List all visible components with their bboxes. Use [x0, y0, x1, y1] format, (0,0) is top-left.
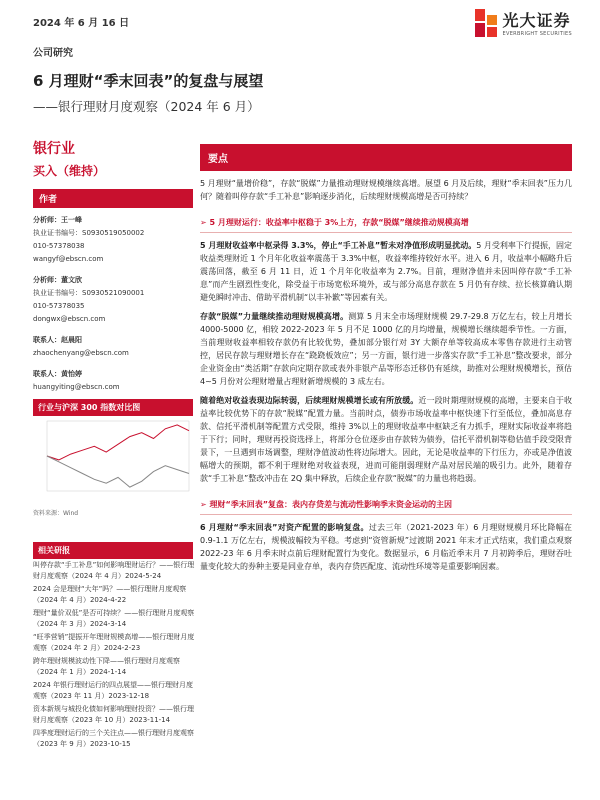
section-heading-2-text: 理财“季末回表”复盘：表内存贷差与流动性影响季末资金运动的主因 — [209, 500, 453, 509]
related-report-item[interactable]: 四季度理财运行的三个关注点——银行理财月度观察（2023 年 9 月）2023-10-15 — [33, 729, 194, 748]
paragraph-1 — [200, 239, 572, 304]
chart-title: 行业与沪深 300 指数对比图 — [33, 399, 193, 416]
related-report-item[interactable]: 理财“量价双低”是否可持续？——银行理财月度观察（2024 年 3 月）2024-3-14 — [33, 609, 195, 628]
series-line-1 — [47, 456, 189, 487]
contact2-email[interactable]: huangyiting@ebscn.com — [33, 383, 120, 391]
section-heading-2: ➢ 理财“季末回表”复盘：表内存贷差与流动性影响季末资金运动的主因 — [200, 495, 572, 515]
section-heading-1-text: 5 月理财运行：收益率中枢稳于 3%上方，存款“脱媒”继续推动规模高增 — [209, 218, 469, 227]
analyst2-name: 分析师：董文欣 — [33, 276, 82, 284]
section-heading-1: ➢ 5 月理财运行：收益率中枢稳于 3%上方，存款“脱媒”继续推动规模高增 — [200, 213, 572, 233]
intro-paragraph: 5 月理财“量增价稳”，存款“脱媒”力量推动理财规模继续高增。展望 6 月及后续，理财“季末回表”压力几何？随着叫停存款“手工补息”影响逐步消化，后续理财规模高增是否可持续？ — [200, 179, 572, 201]
report-section: 公司研究 — [33, 48, 73, 59]
main-content — [200, 144, 572, 573]
related-report-item[interactable]: 2024 会是理财“大年”吗？——银行理财月度观察（2024 年 4 月）2024-4-22 — [33, 585, 187, 604]
industry-label: 银行业 — [33, 141, 75, 157]
contact1-name: 联系人：赵晨阳 — [33, 336, 82, 344]
authors-header: 作者 — [33, 189, 193, 208]
paragraph-4-body: 过去三年（2021-2023 年）6 月理财规模月环比降幅在 0.9-1.1 万亿左右，规模波幅较为平稳。考虑到“资管新规”过渡期 2021 年末才正式结束，我们重点观察 2022-23 年 6 月季末时点前后理财配置行为变化。数据显示，6 月临近季末月 7 月初跨季后，理财吞吐量变化较大的券种主要是同业存单，表内存贷匹配度、流动性环境等是重要影响因素。 — [200, 523, 572, 571]
series-line-0 — [47, 425, 189, 460]
related-header: 相关研报 — [33, 542, 193, 559]
analyst1-cert: 执业证书编号：S0930519050002 — [33, 229, 145, 237]
related-report-item[interactable]: 2024 年银行理财运行的四点展望——银行理财月度观察（2023 年 11 月）2023-12-18 — [33, 681, 194, 700]
contact2-name: 联系人：黄怡婷 — [33, 370, 82, 378]
analyst2-phone: 010-57378035 — [33, 302, 85, 310]
analyst2-cert: 执业证书编号：S0930521090001 — [33, 289, 145, 297]
related-report-item[interactable]: “旺季营销”提振开年理财规模高增——银行理财月度观察（2024 年 2 月）2024-2-23 — [33, 633, 195, 652]
report-subtitle: ——银行理财月度观察（2024 年 6 月） — [33, 99, 260, 114]
logo-text-en: EVERBRIGHT SECURITIES — [502, 31, 572, 37]
paragraph-4 — [200, 521, 572, 573]
report-title: 6 月理财“季末回表”的复盘与展望 — [33, 72, 264, 90]
analyst1-name: 分析师：王一峰 — [33, 216, 82, 224]
paragraph-1-body: 5 月受利率下行提振，固定收益类理财近 1 个月年化收益率震荡于 3.3%中枢，收益率维持较好水平。进入 6 月，收益率小幅略升后震荡回落，截至 6 月 11 日，近 1 个月年化收益率为 2.7%。目前，理财净值并未因叫停存款“手工补息”而产生剧烈性变化，除受益于市场宽松环境外，或与部分高息存款在 5 月仍有存续、拉长核算确认期避免瞬时冲击、借助平滑机制“以丰补歉”等因素有关。 — [200, 241, 572, 302]
paragraph-2-body: 测算 5 月末全市场理财规模 29.7-29.8 万亿左右，较上月增长 4000-5000 亿，相较 2022-2023 年 5 月不足 1000 亿的月均增量，规模增长继续超季节性。一方面，当前理财收益率相较存款仍有比较优势，叠加部分银行对 3Y 大额存单等较高成本零售存款进行主动管控，居民存款与理财增长存在“跷跷板效应”；另一方面，银行进一步落实存款“手工补息”整改要求，部分企业资金由“类活期”存款向定期存款或表外非银产品等形态迁移仍有延续，助推对公理财规模增长，预估 4~5 月份对公理财增量占理财新增规模的 3 成左右。 — [200, 312, 572, 386]
sidebar — [33, 138, 193, 394]
paragraph-3 — [200, 394, 572, 485]
analyst2-email[interactable]: dongwx@ebscn.com — [33, 315, 106, 323]
paragraph-2-lead: 存款“脱媒”力量继续推动理财规模高增。 — [200, 312, 349, 321]
related-report-item[interactable]: 跨年理财规模波动性下降——银行理财月度观察（2024 年 1 月）2024-1-14 — [33, 657, 180, 676]
analyst1-email[interactable]: wangyf@ebscn.com — [33, 255, 104, 263]
chart-source: 资料来源：Wind — [33, 510, 79, 517]
paragraph-2 — [200, 310, 572, 388]
analyst1-phone: 010-57378038 — [33, 242, 85, 250]
paragraph-1-lead: 5 月理财收益率中枢录得 3.3%，停止“手工补息”暂未对净值形成明显扰动。 — [200, 241, 477, 250]
brand-logo — [475, 8, 572, 37]
paragraph-3-body: 近一段时期理财规模的高增，主要来自于收益率比较优势下的存款“脱媒”配置力量。当前时点，债券市场收益率中枢快速下行至低位，叠加高息存款、信托平滑机制等配置方式受限，维持 3%以上的理财收益率中枢缺乏有力抓手，理财实际收益率将趋于下行；同时，理财再投资选择上，将部分仓位逐步由存款转为债券，信托平滑机制等稳估值手段受限背景下，一旦遇到市场调整，理财净值波动性将边际增大。因此，无论是收益率的下行压力，亦或是净值波幅增大的预期，都不利于理财绝对收益表现，进而可能削弱理财产品对居民端的吸引力。此外，随着存款“手工补息”整改冲击在 2Q 集中释放，后续企业存款“脱媒”的力量也将趋弱。 — [200, 396, 573, 483]
report-date: 2024 年 6 月 16 日 — [33, 18, 130, 29]
chart-frame — [47, 421, 189, 491]
everbright-logo-icon — [475, 9, 499, 37]
related-report-item[interactable]: 资本新规与城投化债如何影响理财投资？——银行理财月度观察（2023 年 10 月）2023-11-14 — [33, 705, 194, 724]
logo-text-cn: 光大证券 — [502, 11, 571, 30]
paragraph-3-lead: 随着绝对收益表现边际转弱，后续理财规模增长或有所放缓。 — [200, 396, 419, 405]
keypoints-header: 要点 — [200, 144, 572, 171]
related-reports-list — [33, 560, 195, 752]
related-report-item[interactable]: 叫停存款“手工补息”如何影响理财运行？——银行理财月度观察（2024 年 4 月）2024-5-24 — [33, 561, 195, 580]
analyst-block — [33, 214, 193, 394]
contact1-email[interactable]: zhaochenyang@ebscn.com — [33, 349, 129, 357]
rating-label: 买入（维持） — [33, 164, 106, 178]
paragraph-4-lead: 6 月理财“季末回表”对资产配置的影响复盘。 — [200, 523, 369, 532]
index-comparison-chart — [33, 415, 193, 505]
